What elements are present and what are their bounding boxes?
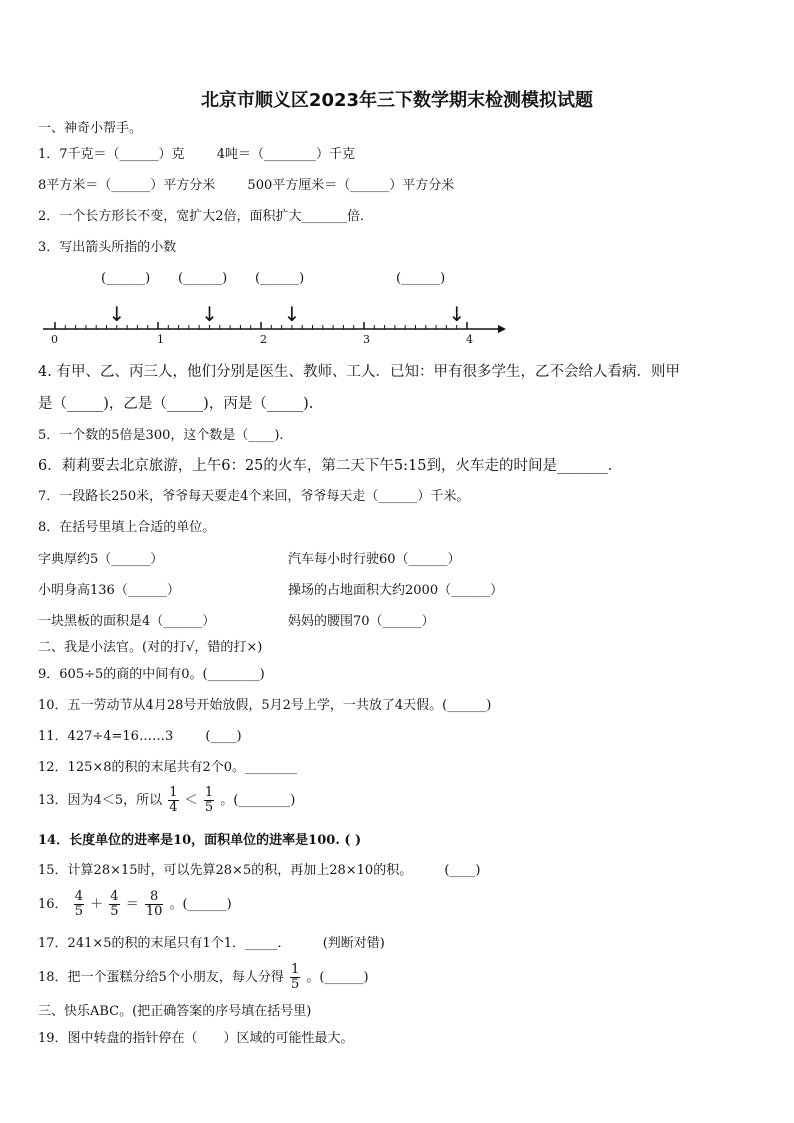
q19: 19．图中转盘的指针停在（ ）区域的可能性最大。 — [38, 1031, 354, 1046]
q18-fraction — [290, 963, 300, 992]
number-line-arrows — [108, 302, 465, 326]
q17-text: 17．241×5的积的末尾只有1个1．_____． — [38, 936, 291, 951]
q16-op1: ＋ — [90, 897, 104, 912]
q18-numerator: 1 — [290, 962, 300, 977]
down-arrow-icon: ↓ — [108, 302, 126, 326]
q3-blank-3: (______) — [255, 271, 305, 286]
q8-r3a: 一块黑板的面积是4（______） — [38, 614, 216, 629]
q8-r1a: 字典厚约5（______） — [38, 552, 164, 567]
q13-fraction-1 — [168, 786, 178, 815]
q8-r2b: 操场的占地面积大约2000（______） — [288, 583, 504, 598]
q2: 2．一个长方形长不变，宽扩大2倍，面积扩大_______倍． — [38, 209, 374, 224]
section-2-heading: 二、我是小法官。(对的打√，错的打×) — [38, 640, 263, 655]
q18-denominator: 5 — [290, 977, 300, 992]
number-line-label-4: 4 — [466, 333, 473, 346]
q7: 7．一段路长250米，爷爷每天要走4个来回，爷爷每天走（______）千米。 — [38, 489, 470, 504]
q16-fraction-1 — [74, 890, 84, 919]
q16-pre: 16． — [38, 897, 68, 912]
q16-f1-denominator: 5 — [74, 904, 83, 919]
q6: 6．莉莉要去北京旅游，上午6：25的火车，第二天下午5:15到，火车走的时间是_______． — [38, 458, 623, 474]
q16-fraction-3 — [145, 890, 164, 919]
down-arrow-icon: ↓ — [448, 302, 466, 326]
q9: 9．605÷5的商的中间有0。(________) — [38, 667, 265, 682]
q8-r3b: 妈妈的腰围70（______） — [288, 614, 435, 629]
q11-text: 11．427÷4=16……3 — [38, 729, 174, 744]
number-line-label-3: 3 — [363, 333, 370, 346]
q15-blank: (____) — [444, 863, 481, 878]
q1-d: 500平方厘米＝（______）平方分米 — [247, 178, 455, 193]
down-arrow-icon: ↓ — [283, 302, 301, 326]
section-3-heading: 三、快乐ABC。(把正确答案的序号填在括号里) — [38, 1004, 312, 1019]
q16-f3-denominator: 10 — [145, 904, 163, 919]
page-title: 北京市顺义区2023年三下数学期末检测模拟试题 — [200, 90, 594, 111]
q8-r2a: 小明身高136（______） — [38, 583, 180, 598]
q16-post: 。(______) — [169, 897, 232, 912]
section-1-heading: 一、神奇小帮手。 — [38, 121, 143, 136]
q4-line2: 是（_____)，乙是（_____)，丙是（_____). — [38, 396, 314, 412]
q10: 10．五一劳动节从4月28号开始放假，5月2号上学，一共放了4天假。(______) — [38, 698, 492, 713]
q3-text: 3．写出箭头所指的小数 — [38, 240, 177, 255]
q16-f2-denominator: 5 — [110, 904, 119, 919]
q13-post: 。(________) — [220, 793, 296, 808]
q18 — [38, 963, 369, 992]
q18-pre: 18．把一个蛋糕分给5个小朋友，每人分得 — [38, 970, 284, 985]
q18-post: 。(______) — [306, 970, 369, 985]
down-arrow-icon: ↓ — [201, 302, 218, 326]
q1-c: 8平方米＝（______）平方分米 — [38, 178, 216, 193]
q12: 12．125×8的积的末尾共有2个0。________ — [38, 760, 298, 775]
q16-f1-numerator: 4 — [74, 889, 83, 904]
q16-f3-numerator: 8 — [145, 890, 164, 905]
q16 — [38, 890, 232, 919]
q15-text: 15．计算28×15时，可以先算28×5的积，再加上28×10的积。 — [38, 863, 413, 878]
q1-b: 4吨＝（________）千克 — [216, 147, 355, 162]
q13-op: ＜ — [184, 793, 198, 808]
q16-fraction-2 — [109, 890, 119, 919]
q11 — [38, 728, 242, 746]
q17 — [38, 935, 385, 953]
q14: 14．长度单位的进率是10，面积单位的进率是100. ( ) — [38, 833, 362, 848]
q13-pre: 13．因为4＜5，所以 — [38, 793, 163, 808]
q8-text: 8．在括号里填上合适的单位。 — [38, 520, 216, 535]
q13-f1-numerator: 1 — [169, 785, 178, 800]
q13 — [38, 786, 295, 815]
q4-line1: 4. 有甲、乙、丙三人，他们分别是医生、教师、工人．已知：甲有很多学生，乙不会给人看病．则甲 — [38, 364, 680, 380]
number-line-label-1: 1 — [157, 333, 164, 346]
number-line — [0, 0, 794, 360]
number-line-arrowhead — [498, 325, 506, 333]
q16-op2: ＝ — [125, 897, 139, 912]
q17-note: (判断对错) — [322, 936, 385, 951]
q13-f2-denominator: 5 — [204, 800, 214, 815]
q1-a: 1．7千克＝（______）克 — [38, 147, 185, 162]
q11-blank: (____) — [205, 729, 242, 744]
number-line-label-0: 0 — [51, 333, 58, 346]
q3-blank-4: (______) — [396, 271, 446, 286]
q15 — [38, 862, 481, 880]
q3-blank-1: (______) — [101, 271, 151, 286]
q13-fraction-2 — [204, 786, 214, 815]
q3-blank-2: (______) — [178, 271, 228, 286]
q16-f2-numerator: 4 — [110, 889, 119, 904]
q13-f2-numerator: 1 — [204, 785, 214, 800]
number-line-label-2: 2 — [260, 333, 267, 346]
q13-f1-denominator: 4 — [169, 800, 178, 815]
q8-r1b: 汽车每小时行驶60（______） — [288, 552, 461, 567]
q5: 5．一个数的5倍是300，这个数是（____). — [38, 428, 284, 443]
